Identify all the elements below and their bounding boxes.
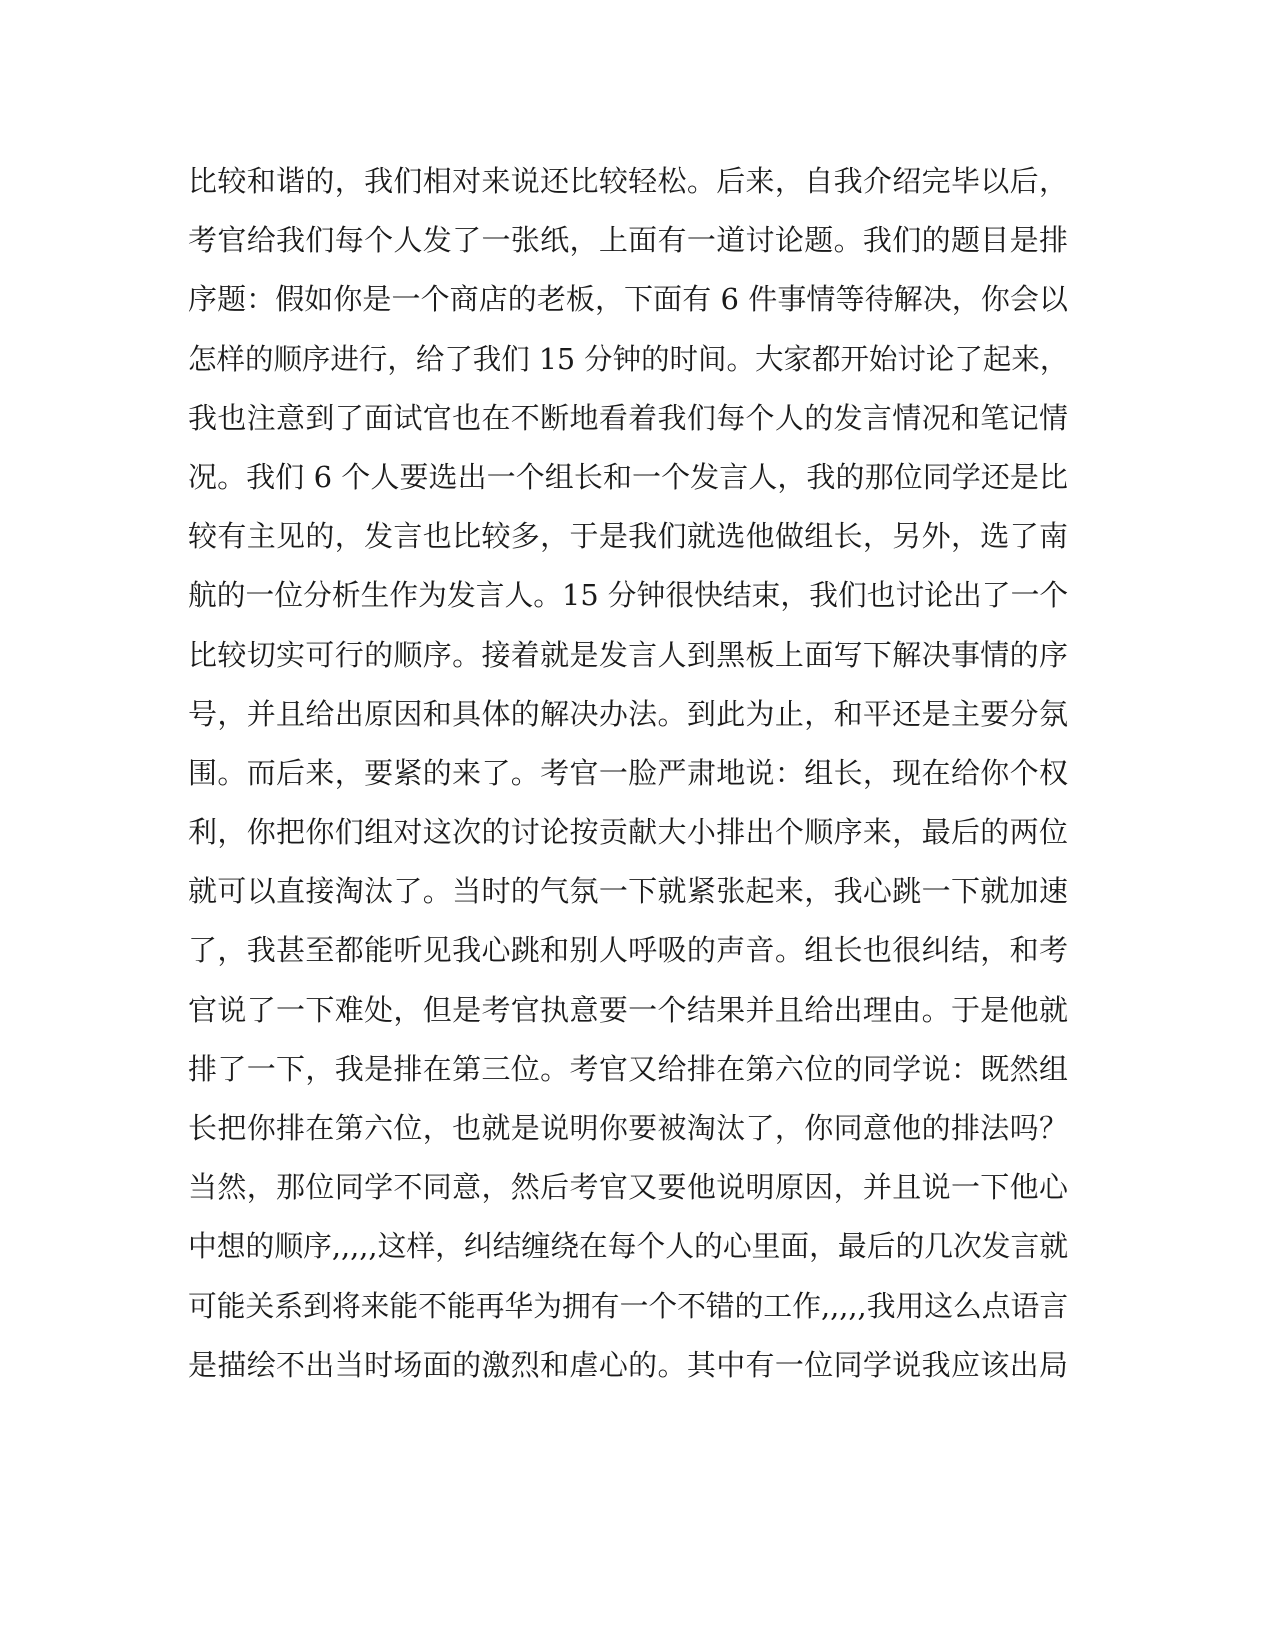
text-line: 号，并且给出原因和具体的解决办法。到此为止，和平还是主要分氛 [188,696,1068,731]
text-line: 长把你排在第六位，也就是说明你要被淘汰了，你同意他的排法吗？ [188,1111,1068,1145]
text-line: 就可以直接淘汰了。当时的气氛一下就紧张起来，我心跳一下就加速 [188,874,1068,909]
text-line: 比较和谐的，我们相对来说还比较轻松。后来，自我介绍完毕以后， [188,164,1068,198]
text-line: 较有主见的，发言也比较多，于是我们就选他做组长，另外，选了南 [188,519,1068,554]
text-line: 围。而后来，要紧的来了。考官一脸严肃地说：组长，现在给你个权 [188,755,1068,790]
text-line: 序题：假如你是一个商店的老板，下面有 6 件事情等待解决，你会以 [188,282,1068,317]
text-line: 排了一下，我是排在第三位。考官又给排在第六位的同学说：既然组 [188,1051,1068,1086]
text-line: 比较切实可行的顺序。接着就是发言人到黑板上面写下解决事情的序 [188,637,1068,672]
text-line: 是描绘不出当时场面的激烈和虐心的。其中有一位同学说我应该出局 [188,1347,1068,1382]
text-line: 况。我们 6 个人要选出一个组长和一个发言人，我的那位同学还是比 [188,459,1068,494]
text-line: 中想的顺序,,,,,这样，纠结缠绕在每个人的心里面，最后的几次发言就 [188,1229,1069,1264]
text-line: 当然，那位同学不同意，然后考官又要他说明原因，并且说一下他心 [188,1170,1068,1205]
text-line: 航的一位分析生作为发言人。15 分钟很快结束，我们也讨论出了一个 [188,578,1069,613]
text-line: 官说了一下难处，但是考官执意要一个结果并且给出理由。于是他就 [188,992,1068,1027]
body-text [188,152,1068,1395]
text-line: 可能关系到将来能不能再华为拥有一个不错的工作,,,,,我用这么点语言 [188,1288,1069,1323]
text-line: 考官给我们每个人发了一张纸，上面有一道讨论题。我们的题目是排 [188,223,1068,258]
text-line: 我也注意到了面试官也在不断地看着我们每个人的发言情况和笔记情 [188,400,1068,435]
text-line: 利，你把你们组对这次的讨论按贡献大小排出个顺序来，最后的两位 [188,815,1068,850]
text-line: 了，我甚至都能听见我心跳和别人呼吸的声音。组长也很纠结，和考 [188,933,1068,968]
text-line: 怎样的顺序进行，给了我们 15 分钟的时间。大家都开始讨论了起来， [188,341,1069,376]
